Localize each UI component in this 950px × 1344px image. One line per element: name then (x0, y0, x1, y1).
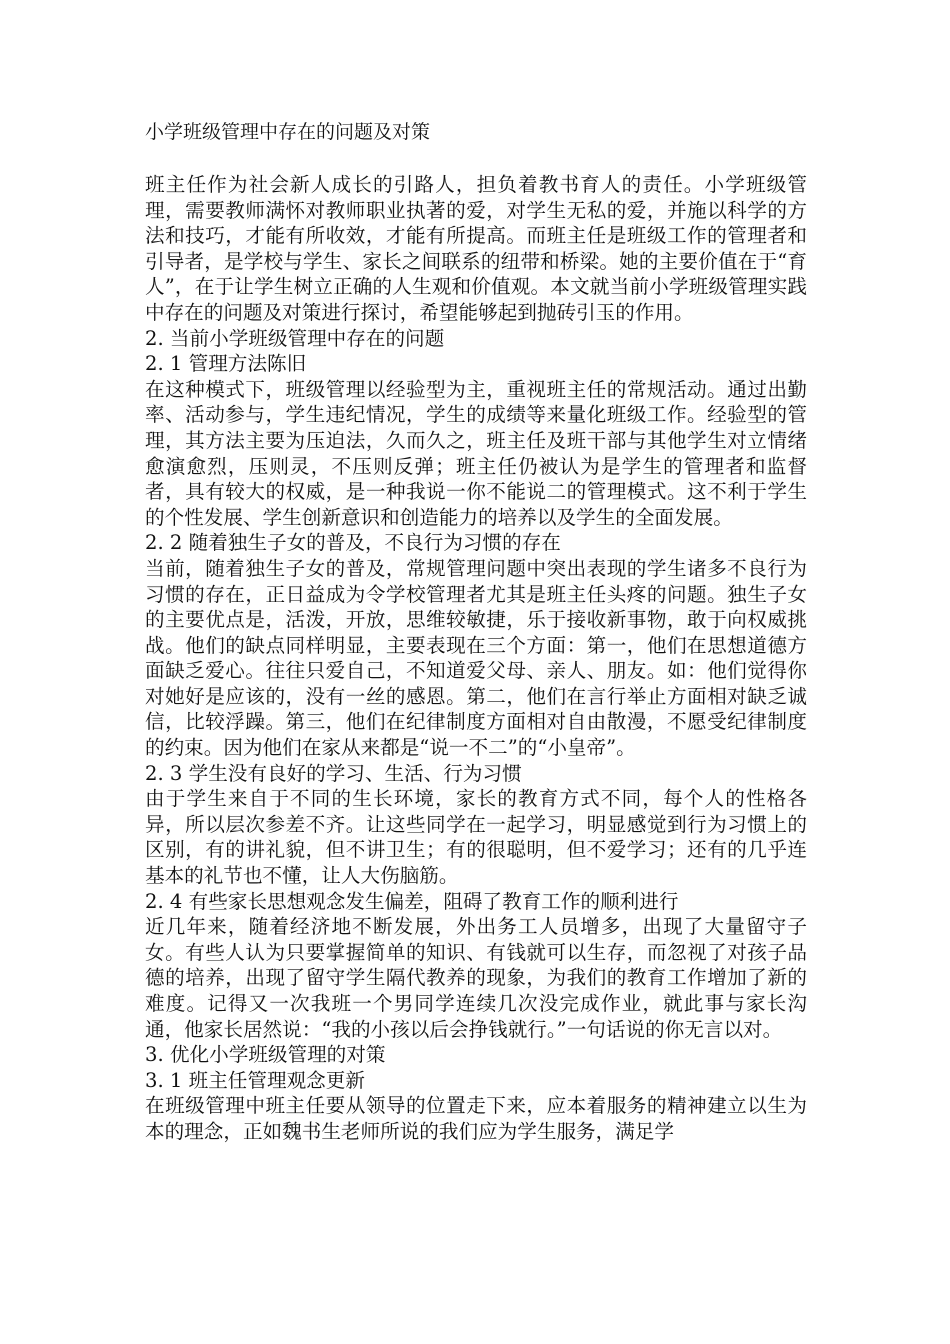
paragraph-3-1: 在班级管理中班主任要从领导的位置走下来，应本着服务的精神建立以生为本的理念，正如魏书生老师所说的我们应为学生服务，满足学 (145, 1094, 807, 1143)
subsection-heading-2-1: 2. 1 管理方法陈旧 (145, 352, 307, 376)
subsection-heading-2-4: 2. 4 有些家长思想观念发生偏差，阻碍了教育工作的顺利进行 (145, 889, 679, 913)
paragraph-2-4: 近几年来，随着经济地不断发展，外出务工人员增多，出现了大量留守子女。有些人认为只要掌握简单的知识、有钱就可以生存，而忽视了对孩子品德的培养，出现了留守学生隔代教养的现象，为我们的教育工作增加了新的难度。记得又一次我班一个男同学连续几次没完成作业，就此事与家长沟通，他家长居然说：“我的小孩以后会挣钱就行。”一句话说的你无言以对。 (145, 915, 807, 1041)
paragraph-2-3: 由于学生来自于不同的生长环境，家长的教育方式不同，每个人的性格各异，所以层次参差不齐。让这些同学在一起学习，明显感觉到行为习惯上的区别，有的讲礼貌，但不讲卫生；有的很聪明，但不爱学习；还有的几乎连基本的礼节也不懂，让人大伤脑筋。 (145, 787, 807, 888)
subsection-heading-2-3: 2. 3 学生没有良好的学习、生活、行为习惯 (145, 761, 522, 785)
subsection-heading-3-1: 3. 1 班主任管理观念更新 (145, 1068, 365, 1092)
paragraph-2-1: 在这种模式下，班级管理以经验型为主，重视班主任的常规活动。通过出勤率、活动参与，学生违纪情况，学生的成绩等来量化班级工作。经验型的管理，其方法主要为压迫法，久而久之，班主任及班干部与其他学生对立情绪愈演愈烈，压则灵，不压则反弹；班主任仍被认为是学生的管理者和监督者，具有较大的权威，是一种我说一你不能说二的管理模式。这不利于学生的个性发展、学生创新意识和创造能力的培养以及学生的全面发展。 (145, 377, 807, 529)
document-title: 小学班级管理中存在的问题及对策 (145, 121, 431, 143)
section-heading-2: 2. 当前小学班级管理中存在的问题 (145, 326, 445, 350)
section-heading-3: 3. 优化小学班级管理的对策 (145, 1043, 386, 1067)
document-page (145, 118, 807, 1145)
paragraph-2-2: 当前，随着独生子女的普及，常规管理问题中突出表现的学生诸多不良行为习惯的存在，正日益成为令学校管理者尤其是班主任头疼的问题。独生子女的主要优点是，活泼，开放，思维较敏捷，乐于接收新事物，敢于向权威挑战。他们的缺点同样明显，主要表现在三个方面：第一，他们在思想道德方面缺乏爱心。往往只爱自己，不知道爱父母、亲人、朋友。如：他们觉得你对她好是应该的，没有一丝的感恩。第二，他们在言行举止方面相对缺乏诚信，比较浮躁。第三，他们在纪律制度方面相对自由散漫，不愿受纪律制度的约束。因为他们在家从来都是“说一不二”的“小皇帝”。 (145, 556, 807, 760)
subsection-heading-2-2: 2. 2 随着独生子女的普及，不良行为习惯的存在 (145, 531, 561, 555)
intro-paragraph: 班主任作为社会新人成长的引路人，担负着教书育人的责任。小学班级管理，需要教师满怀对教师职业执著的爱，对学生无私的爱，并施以科学的方法和技巧，才能有所收效，才能有所提高。而班主任是班级工作的管理者和引导者，是学校与学生、家长之间联系的纽带和桥梁。她的主要价值在于“育人”，在于让学生树立正确的人生观和价值观。本文就当前小学班级管理实践中存在的问题及对策进行探讨，希望能够起到抛砖引玉的作用。 (145, 173, 807, 324)
document-body (145, 172, 807, 1145)
